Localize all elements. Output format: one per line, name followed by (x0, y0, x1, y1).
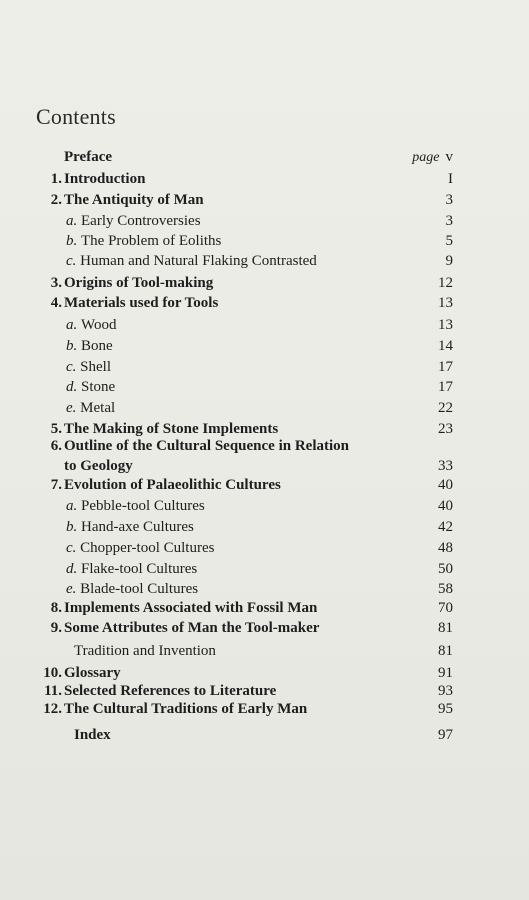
entry-label (64, 599, 317, 617)
subentry-letter: b. (66, 338, 81, 354)
entry-title: Blade-tool Cultures (80, 581, 199, 597)
page-number (446, 252, 454, 270)
page-value: v (445, 149, 453, 165)
entry-label (66, 232, 221, 250)
page-number (438, 726, 453, 744)
entry-label (66, 560, 197, 578)
page-value: 58 (438, 581, 453, 597)
subentry-letter: b. (66, 519, 81, 535)
page-number (446, 191, 454, 209)
entry-label (64, 476, 281, 494)
page-value: 17 (438, 379, 453, 395)
page-value: 50 (438, 561, 453, 577)
chapter-number: 9. (50, 620, 62, 636)
chapter-number: 12. (43, 701, 62, 717)
entry-label (74, 642, 216, 660)
entry-title: to Geology (64, 458, 133, 474)
subentry-letter: b. (66, 233, 81, 249)
page-number (438, 378, 453, 396)
page-number (438, 420, 453, 438)
entry-label (64, 191, 204, 209)
page-value: 93 (438, 683, 453, 699)
entry-label (66, 358, 111, 376)
chapter-number: 8. (50, 600, 62, 616)
page-value: 33 (438, 458, 453, 474)
entry-title: Pebble-tool Cultures (81, 498, 205, 514)
entry-label (64, 294, 218, 312)
page-value: 81 (438, 643, 453, 659)
entry-title: The Cultural Traditions of Early Man (64, 701, 308, 717)
chapter-number: 1. (50, 171, 62, 187)
page-number (438, 497, 453, 515)
page-number (448, 170, 453, 188)
entry-title: The Making of Stone Implements (64, 421, 279, 437)
page-value: 17 (438, 359, 453, 375)
entry-title: Selected References to Literature (64, 683, 277, 699)
page-number (438, 580, 453, 598)
page-number (438, 358, 453, 376)
entry-label (66, 539, 214, 557)
page-value: 3 (445, 213, 453, 229)
entry-label (64, 170, 145, 188)
entry-label (66, 316, 116, 334)
entry-label (66, 518, 194, 536)
page-value: 23 (438, 421, 453, 437)
entry-label (66, 337, 113, 355)
entry-title: Introduction (64, 171, 146, 187)
entry-title: Preface (64, 149, 113, 165)
entry-title: Tradition and Invention (74, 643, 216, 659)
entry-label (64, 274, 213, 292)
page-number (438, 539, 453, 557)
entry-label (64, 664, 121, 682)
page-number (438, 294, 453, 312)
entry-label (66, 497, 205, 515)
page-value: 48 (438, 540, 453, 556)
page-value: 40 (438, 477, 453, 493)
page-value: 42 (438, 519, 453, 535)
entry-title: The Antiquity of Man (64, 192, 204, 208)
subentry-letter: e. (66, 581, 81, 597)
page-number (438, 560, 453, 578)
page-number (438, 457, 453, 475)
page-value: 9 (445, 253, 453, 269)
page-number (446, 212, 454, 230)
entry-label (64, 148, 112, 166)
page-number (438, 599, 453, 617)
page-value: 14 (438, 338, 453, 354)
page-value: 81 (438, 620, 453, 636)
page-number (438, 337, 453, 355)
page-number (438, 274, 453, 292)
entry-title: Origins of Tool-making (64, 275, 214, 291)
page-value: 13 (438, 317, 453, 333)
entry-label (64, 700, 307, 718)
entry-label (64, 619, 319, 637)
subentry-letter: c. (66, 540, 81, 556)
page-value: 97 (438, 727, 453, 743)
chapter-number: 3. (50, 275, 62, 291)
page-value: 5 (445, 233, 453, 249)
entry-label (64, 457, 133, 475)
chapter-number: 7. (50, 477, 62, 493)
entry-label (66, 399, 115, 417)
page-value: 12 (438, 275, 453, 291)
chapter-number: 2. (50, 192, 62, 208)
entry-label (66, 580, 198, 598)
entry-title: Bone (81, 338, 113, 354)
page-value: 70 (438, 600, 453, 616)
entry-title: Evolution of Palaeolithic Cultures (64, 477, 281, 493)
entry-title: Early Controversies (81, 213, 201, 229)
subentry-letter: e. (66, 400, 81, 416)
entry-title: Shell (80, 359, 112, 375)
entry-title: Some Attributes of Man the Tool-maker (64, 620, 320, 636)
page-word: page (412, 150, 440, 165)
entry-label (66, 378, 115, 396)
entry-label (74, 726, 111, 744)
entry-label (64, 420, 278, 438)
page-value: 91 (438, 665, 453, 681)
subentry-letter: a. (66, 498, 81, 514)
entry-title: Hand-axe Cultures (81, 519, 194, 535)
entry-title: Chopper-tool Cultures (80, 540, 215, 556)
page-value: 3 (445, 192, 453, 208)
chapter-number: 5. (50, 421, 62, 437)
subentry-letter: a. (66, 317, 81, 333)
subentry-letter: c. (66, 359, 81, 375)
page-number (438, 518, 453, 536)
entry-title: Stone (81, 379, 116, 395)
entry-label (66, 252, 317, 270)
entry-title: Materials used for Tools (64, 295, 219, 311)
page-number (438, 399, 453, 417)
entry-title: Outline of the Cultural Sequence in Relation (64, 438, 350, 454)
page-number (438, 476, 453, 494)
subentry-letter: c. (66, 253, 81, 269)
chapter-number: 4. (50, 295, 62, 311)
subentry-letter: d. (66, 379, 81, 395)
page-number (438, 642, 453, 660)
page-number (438, 664, 453, 682)
entry-title: Glossary (64, 665, 121, 681)
page-value: 40 (438, 498, 453, 514)
page-number (438, 700, 453, 718)
entry-label (66, 212, 201, 230)
chapter-number: 11. (44, 683, 62, 699)
subentry-letter: d. (66, 561, 81, 577)
page-value: I (448, 171, 453, 187)
page-number (446, 232, 454, 250)
page-value: 95 (438, 701, 453, 717)
entry-title: Flake-tool Cultures (81, 561, 198, 577)
page-value: 13 (438, 295, 453, 311)
entry-title: Wood (81, 317, 117, 333)
page-value: 22 (438, 400, 453, 416)
chapter-number: 10. (43, 665, 62, 681)
chapter-number: 6. (50, 438, 62, 454)
subentry-letter: a. (66, 213, 81, 229)
entry-title: The Problem of Eoliths (81, 233, 222, 249)
page-number (438, 316, 453, 334)
entry-label (64, 437, 349, 455)
entry-label (64, 682, 276, 700)
entry-title: Human and Natural Flaking Contrasted (80, 253, 317, 269)
page-number (438, 619, 453, 637)
entry-title: Index (74, 727, 111, 743)
page-number (412, 148, 453, 167)
entry-title: Implements Associated with Fossil Man (64, 600, 318, 616)
page-number (438, 682, 453, 700)
contents-title: Contents (36, 104, 116, 129)
entry-title: Metal (80, 400, 116, 416)
